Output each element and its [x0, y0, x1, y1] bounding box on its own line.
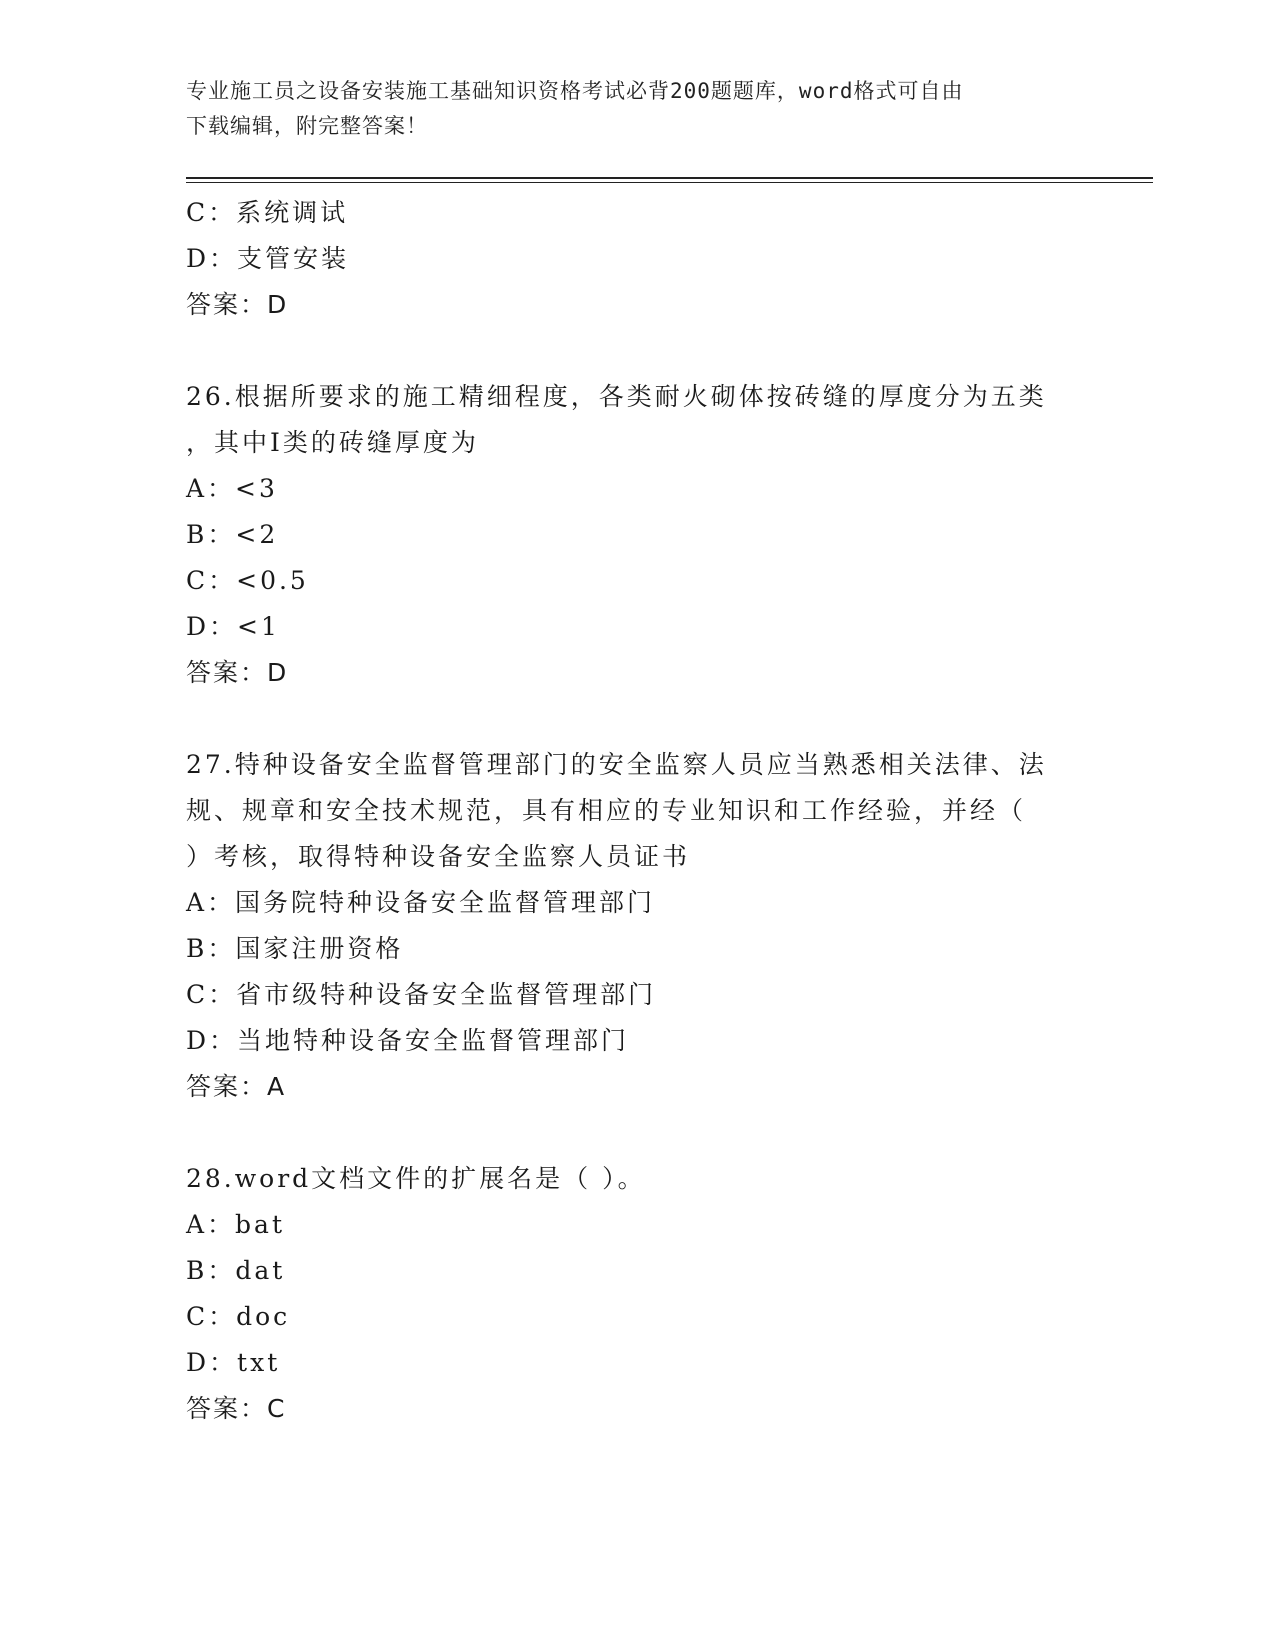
question-text-line: 26.根据所要求的施工精细程度，各类耐火砌体按砖缝的厚度分为五类: [186, 382, 1047, 411]
option-c: C：系统调试: [186, 198, 349, 227]
option-d: D：<1: [186, 612, 280, 641]
question-list: [186, 190, 1086, 1432]
question-26: [186, 374, 1086, 696]
question-text-line: 27.特种设备安全监督管理部门的安全监察人员应当熟悉相关法律、法: [186, 750, 1047, 779]
option-d: D：txt: [186, 1348, 281, 1377]
option-a: A：<3: [186, 474, 278, 503]
answer-line: 答案：A: [186, 1072, 287, 1101]
answer-line: 答案：C: [186, 1394, 287, 1423]
header-line-2: 下载编辑，附完整答案！: [186, 114, 428, 138]
option-b: B：<2: [186, 520, 279, 549]
option-b: B：dat: [186, 1256, 286, 1285]
question-text-line: 规、规章和安全技术规范，具有相应的专业知识和工作经验，并经（: [186, 796, 1027, 825]
question-28: [186, 1156, 1086, 1432]
answer-line: 答案：D: [186, 290, 289, 319]
question-text-line: 28.word文档文件的扩展名是（ ）。: [186, 1164, 646, 1193]
question-25-tail: [186, 190, 1086, 328]
header-rule-thin: [186, 182, 1153, 183]
option-c: C：省市级特种设备安全监督管理部门: [186, 980, 657, 1009]
header-rule-thick: [186, 177, 1153, 179]
option-d: D：支管安装: [186, 244, 350, 273]
question-27: [186, 742, 1086, 1110]
option-a: A：国务院特种设备安全监督管理部门: [186, 888, 656, 917]
header-line-1: 专业施工员之设备安装施工基础知识资格考试必背200题题库，word格式可自由: [186, 79, 964, 103]
option-c: C：<0.5: [186, 566, 309, 595]
option-c: C：doc: [186, 1302, 291, 1331]
question-text-line: ，其中Ⅰ类的砖缝厚度为: [186, 428, 479, 457]
option-b: B：国家注册资格: [186, 934, 404, 963]
answer-line: 答案：D: [186, 658, 289, 687]
question-text-line: ）考核，取得特种设备安全监察人员证书: [186, 842, 691, 871]
document-header: [186, 74, 1066, 144]
option-a: A：bat: [186, 1210, 286, 1239]
option-d: D：当地特种设备安全监督管理部门: [186, 1026, 630, 1055]
